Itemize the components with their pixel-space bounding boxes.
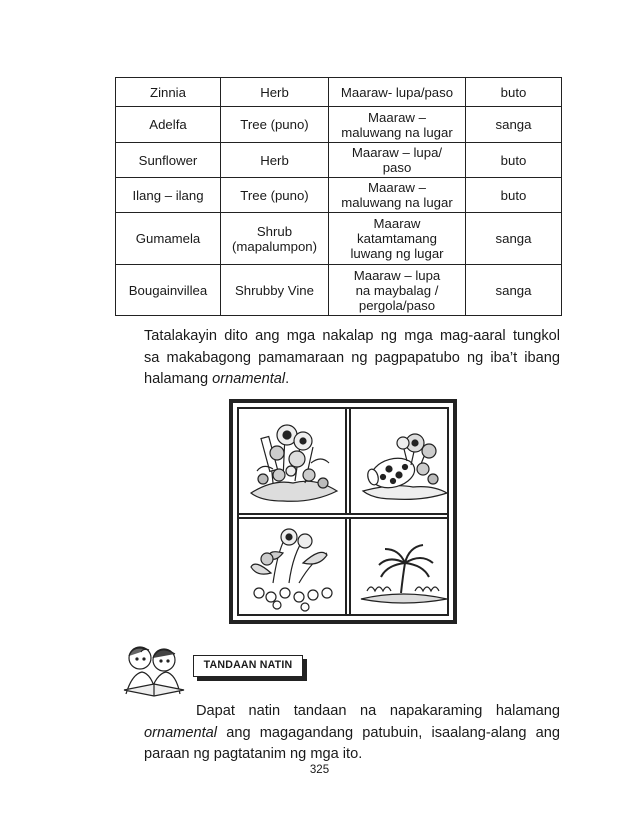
- plant-type-cell: Herb: [221, 78, 329, 107]
- plant-name-cell: Sunflower: [116, 143, 221, 178]
- paragraph-line: paraan ng pagtatanim ng mga ito.: [144, 746, 363, 762]
- plant-type-cell: Tree (puno): [221, 178, 329, 213]
- plant-arrangement-figure: [229, 399, 457, 624]
- propagation-cell: buto: [466, 78, 562, 107]
- paragraph-line: Tatalakayin dito ang mga nakalap ng mga mag-aaral tungkol: [144, 328, 560, 344]
- propagation-cell: sanga: [466, 265, 562, 316]
- plant-type-cell: Shrubby Vine: [221, 265, 329, 316]
- table-row: [116, 107, 562, 143]
- plant-table-body: [116, 78, 562, 316]
- figure-grid: [237, 407, 449, 616]
- palm-tree-icon: [353, 523, 453, 621]
- plant-needs-cell: Maaraw – maluwang na lugar: [329, 107, 466, 143]
- paragraph-line: Dapat natin tandaan na napakaraming halamang: [196, 703, 560, 719]
- page-number: 325: [309, 764, 330, 776]
- table-row: [116, 78, 562, 107]
- table-row: [116, 178, 562, 213]
- plant-needs-cell: Maaraw – lupa/ paso: [329, 143, 466, 178]
- plant-name-cell: Bougainvillea: [116, 265, 221, 316]
- plant-name-cell: Ilang – ilang: [116, 178, 221, 213]
- plant-name-cell: Gumamela: [116, 213, 221, 265]
- propagation-cell: sanga: [466, 107, 562, 143]
- plant-type-cell: Tree (puno): [221, 107, 329, 143]
- intro-paragraph: [144, 326, 560, 391]
- table-row: [116, 265, 562, 316]
- plant-table: [115, 77, 562, 316]
- plant-needs-cell: Maaraw- lupa/paso: [329, 78, 466, 107]
- paragraph-line: halamang ornamental.: [144, 371, 290, 387]
- ornamental-plants-icon: [243, 523, 343, 621]
- paragraph-line: sa makabagong pamamaraan ng pagpapatubo ng iba’t ibang: [144, 349, 560, 366]
- plant-needs-cell: Maaraw katamtamang luwang ng lugar: [329, 213, 466, 265]
- table-row: [116, 213, 562, 265]
- reminder-paragraph: [144, 701, 560, 766]
- paragraph-line: ornamental ang magagandang patubuin, isaalang-alang ang: [144, 724, 560, 741]
- figure-divider: [239, 513, 447, 519]
- propagation-cell: buto: [466, 143, 562, 178]
- table-row: [116, 143, 562, 178]
- potted-flowers-icon: [353, 413, 453, 511]
- propagation-cell: sanga: [466, 213, 562, 265]
- flower-bed-icon: [243, 413, 343, 511]
- plant-type-cell: Herb: [221, 143, 329, 178]
- plant-name-cell: Adelfa: [116, 107, 221, 143]
- plant-needs-cell: Maaraw – maluwang na lugar: [329, 178, 466, 213]
- plant-type-cell: Shrub (mapalumpon): [221, 213, 329, 265]
- reminder-banner: TANDAAN NATIN: [193, 655, 303, 677]
- propagation-cell: buto: [466, 178, 562, 213]
- plant-name-cell: Zinnia: [116, 78, 221, 107]
- children-reading-icon: [118, 640, 192, 698]
- figure-divider: [345, 409, 351, 614]
- plant-needs-cell: Maaraw – lupa na maybalag / pergola/paso: [329, 265, 466, 316]
